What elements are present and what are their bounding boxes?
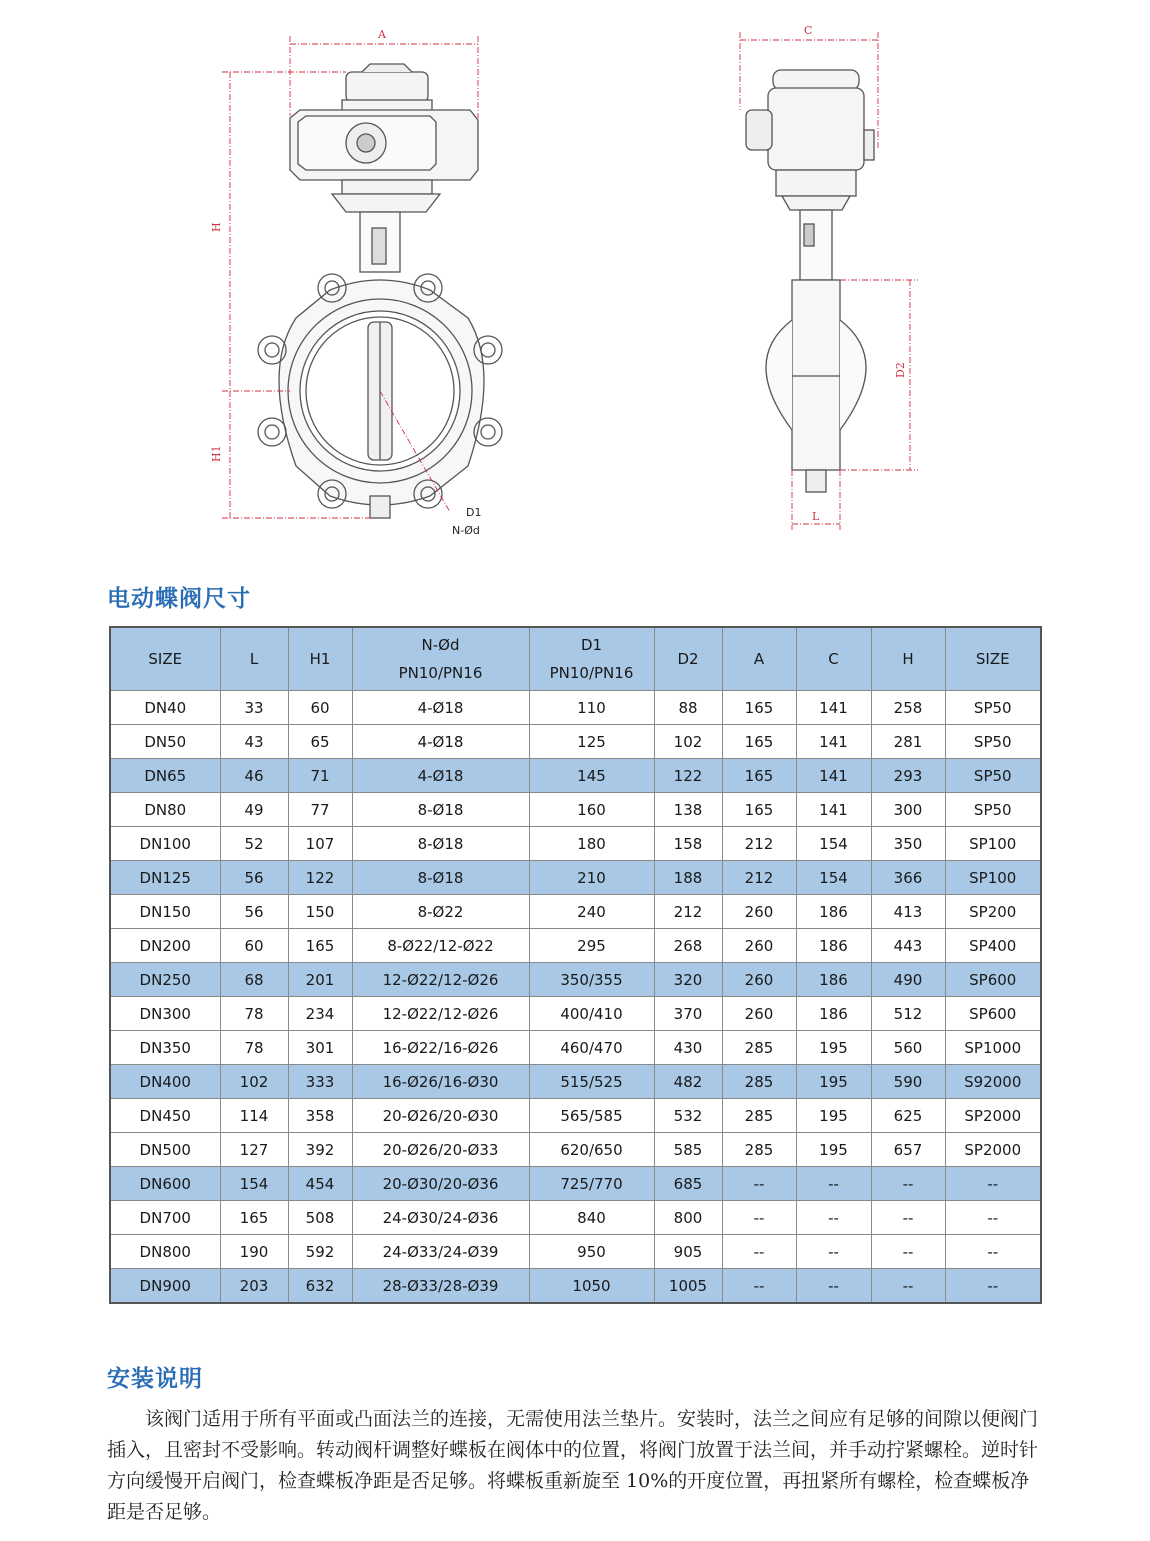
table-row: [110, 1167, 1041, 1201]
table-header-line: L: [249, 650, 259, 668]
table-cell: 24-Ø30/24-Ø36: [352, 1201, 529, 1235]
table-cell: 281: [871, 725, 945, 759]
table-cell: DN700: [110, 1201, 220, 1235]
table-cell: --: [871, 1235, 945, 1269]
table-cell: 800: [654, 1201, 722, 1235]
table-cell: --: [871, 1201, 945, 1235]
table-cell: 60: [288, 691, 352, 725]
table-cell: 127: [220, 1133, 288, 1167]
table-cell: --: [722, 1235, 796, 1269]
table-cell: 20-Ø26/20-Ø30: [352, 1099, 529, 1133]
table-cell: 8-Ø22/12-Ø22: [352, 929, 529, 963]
table-header-cell: [871, 627, 945, 691]
table-cell: 657: [871, 1133, 945, 1167]
table-cell: DN300: [110, 997, 220, 1031]
table-cell: 195: [796, 1065, 871, 1099]
table-cell: 88: [654, 691, 722, 725]
table-cell: 430: [654, 1031, 722, 1065]
table-cell: 49: [220, 793, 288, 827]
table-cell: 950: [529, 1235, 654, 1269]
table-header-line: N-Ød: [421, 636, 460, 654]
table-cell: SP600: [945, 963, 1041, 997]
table-cell: SP600: [945, 997, 1041, 1031]
table-cell: 78: [220, 997, 288, 1031]
table-cell: 508: [288, 1201, 352, 1235]
table-cell: --: [945, 1235, 1041, 1269]
table-cell: 141: [796, 725, 871, 759]
table-cell: 1050: [529, 1269, 654, 1304]
table-row: [110, 793, 1041, 827]
table-row: [110, 725, 1041, 759]
table-cell: DN600: [110, 1167, 220, 1201]
table-cell: 65: [288, 725, 352, 759]
table-cell: 725/770: [529, 1167, 654, 1201]
table-cell: 454: [288, 1167, 352, 1201]
table-cell: --: [945, 1201, 1041, 1235]
table-cell: 186: [796, 929, 871, 963]
table-cell: --: [945, 1167, 1041, 1201]
table-cell: --: [796, 1269, 871, 1304]
dimension-table: [109, 626, 1042, 1304]
table-cell: 107: [288, 827, 352, 861]
table-row: [110, 759, 1041, 793]
table-cell: 592: [288, 1235, 352, 1269]
table-cell: DN125: [110, 861, 220, 895]
table-cell: DN500: [110, 1133, 220, 1167]
table-header-line: H1: [309, 650, 331, 668]
table-cell: 1005: [654, 1269, 722, 1304]
table-cell: 165: [722, 691, 796, 725]
table-cell: 141: [796, 759, 871, 793]
table-cell: 532: [654, 1099, 722, 1133]
table-row: [110, 1099, 1041, 1133]
table-cell: 515/525: [529, 1065, 654, 1099]
table-cell: 905: [654, 1235, 722, 1269]
table-cell: 482: [654, 1065, 722, 1099]
table-cell: 78: [220, 1031, 288, 1065]
table-header-cell: [288, 627, 352, 691]
table-cell: 370: [654, 997, 722, 1031]
table-cell: 201: [288, 963, 352, 997]
table-cell: 625: [871, 1099, 945, 1133]
table-cell: 195: [796, 1099, 871, 1133]
table-cell: --: [796, 1235, 871, 1269]
table-cell: --: [871, 1269, 945, 1304]
table-cell: 46: [220, 759, 288, 793]
table-cell: 154: [796, 827, 871, 861]
table-header-line: PN10/PN16: [398, 664, 483, 682]
table-cell: DN200: [110, 929, 220, 963]
table-cell: 212: [722, 861, 796, 895]
table-cell: DN150: [110, 895, 220, 929]
table-cell: 180: [529, 827, 654, 861]
table-cell: 165: [288, 929, 352, 963]
table-cell: 4-Ø18: [352, 691, 529, 725]
table-row: [110, 1133, 1041, 1167]
table-cell: 138: [654, 793, 722, 827]
table-cell: 285: [722, 1031, 796, 1065]
table-cell: DN40: [110, 691, 220, 725]
table-cell: 333: [288, 1065, 352, 1099]
table-header-cell: [722, 627, 796, 691]
table-cell: SP50: [945, 725, 1041, 759]
table-header-cell: [352, 627, 529, 691]
table-cell: --: [796, 1201, 871, 1235]
table-header-cell: [110, 627, 220, 691]
table-cell: 77: [288, 793, 352, 827]
table-cell: 16-Ø26/16-Ø30: [352, 1065, 529, 1099]
table-cell: 160: [529, 793, 654, 827]
table-cell: 186: [796, 963, 871, 997]
table-cell: 620/650: [529, 1133, 654, 1167]
table-cell: 28-Ø33/28-Ø39: [352, 1269, 529, 1304]
table-row: [110, 1201, 1041, 1235]
table-cell: 210: [529, 861, 654, 895]
table-row: [110, 963, 1041, 997]
table-header-cell: [529, 627, 654, 691]
table-cell: DN900: [110, 1269, 220, 1304]
table-cell: SP2000: [945, 1099, 1041, 1133]
table-cell: 8-Ø18: [352, 861, 529, 895]
table-cell: 301: [288, 1031, 352, 1065]
table-cell: DN50: [110, 725, 220, 759]
table-row: [110, 1235, 1041, 1269]
table-row: [110, 895, 1041, 929]
table-cell: SP50: [945, 691, 1041, 725]
table-cell: 16-Ø22/16-Ø26: [352, 1031, 529, 1065]
table-cell: 24-Ø33/24-Ø39: [352, 1235, 529, 1269]
table-cell: 212: [654, 895, 722, 929]
table-cell: 56: [220, 861, 288, 895]
table-cell: 195: [796, 1031, 871, 1065]
table-header-line: C: [828, 650, 839, 668]
table-header-cell: [220, 627, 288, 691]
table-cell: 12-Ø22/12-Ø26: [352, 997, 529, 1031]
dim-d2-label: D2: [894, 362, 907, 378]
install-description: [107, 1404, 1047, 1528]
table-header-line: SIZE: [975, 650, 1010, 668]
table-cell: 102: [654, 725, 722, 759]
table-cell: 33: [220, 691, 288, 725]
table-cell: 350: [871, 827, 945, 861]
table-cell: DN800: [110, 1235, 220, 1269]
table-cell: 560: [871, 1031, 945, 1065]
table-cell: 158: [654, 827, 722, 861]
table-cell: 320: [654, 963, 722, 997]
table-cell: 268: [654, 929, 722, 963]
table-cell: SP200: [945, 895, 1041, 929]
table-cell: --: [722, 1201, 796, 1235]
table-cell: 56: [220, 895, 288, 929]
table-cell: SP2000: [945, 1133, 1041, 1167]
table-cell: 145: [529, 759, 654, 793]
table-cell: 68: [220, 963, 288, 997]
table-cell: 12-Ø22/12-Ø26: [352, 963, 529, 997]
table-cell: 590: [871, 1065, 945, 1099]
table-cell: 71: [288, 759, 352, 793]
table-cell: 392: [288, 1133, 352, 1167]
section-title-install: 安装说明: [107, 1366, 203, 1392]
table-cell: SP1000: [945, 1031, 1041, 1065]
table-header-cell: [945, 627, 1041, 691]
table-cell: 260: [722, 963, 796, 997]
table-cell: 358: [288, 1099, 352, 1133]
table-cell: --: [722, 1269, 796, 1304]
table-cell: 512: [871, 997, 945, 1031]
dim-c-label: C: [804, 24, 813, 37]
table-cell: 43: [220, 725, 288, 759]
table-cell: 260: [722, 929, 796, 963]
table-row: [110, 1269, 1041, 1304]
table-cell: SP50: [945, 759, 1041, 793]
table-header-line: PN10/PN16: [549, 664, 634, 682]
dim-d1-label: D1: [466, 506, 482, 519]
table-cell: DN450: [110, 1099, 220, 1133]
table-cell: 186: [796, 895, 871, 929]
table-cell: 165: [722, 725, 796, 759]
dim-l-label: L: [812, 510, 820, 523]
table-cell: 632: [288, 1269, 352, 1304]
table-cell: 4-Ø18: [352, 725, 529, 759]
table-cell: DN250: [110, 963, 220, 997]
table-cell: 188: [654, 861, 722, 895]
table-cell: 565/585: [529, 1099, 654, 1133]
table-cell: 8-Ø22: [352, 895, 529, 929]
table-cell: DN400: [110, 1065, 220, 1099]
table-cell: 840: [529, 1201, 654, 1235]
table-cell: 165: [722, 759, 796, 793]
table-cell: 141: [796, 793, 871, 827]
table-cell: 8-Ø18: [352, 827, 529, 861]
table-cell: S92000: [945, 1065, 1041, 1099]
table-cell: 685: [654, 1167, 722, 1201]
table-cell: 122: [654, 759, 722, 793]
table-cell: DN100: [110, 827, 220, 861]
table-cell: 190: [220, 1235, 288, 1269]
install-paragraph: 该阀门适用于所有平面或凸面法兰的连接，无需使用法兰垫片。安装时，法兰之间应有足够的间隙以便阀门插入，且密封不受影响。转动阀杆调整好蝶板在阀体中的位置，将阀门放置于法兰间，并手动拧紧螺栓。逆时针方向缓慢开启阀门，检查蝶板净距是否足够。将蝶板重新旋至 10%的开度位置，再扭紧所有螺栓，检查蝶板净距是否足够。: [107, 1408, 1039, 1523]
table-cell: 258: [871, 691, 945, 725]
table-cell: DN65: [110, 759, 220, 793]
table-cell: 285: [722, 1099, 796, 1133]
table-cell: 52: [220, 827, 288, 861]
table-cell: 122: [288, 861, 352, 895]
table-body: [110, 691, 1041, 1304]
table-cell: 490: [871, 963, 945, 997]
table-cell: 195: [796, 1133, 871, 1167]
table-cell: SP100: [945, 827, 1041, 861]
table-row: [110, 1065, 1041, 1099]
table-row: [110, 691, 1041, 725]
table-cell: 212: [722, 827, 796, 861]
table-header-line: SIZE: [148, 650, 183, 668]
table-header-cell: [654, 627, 722, 691]
dim-h1-label: H1: [210, 445, 223, 462]
table-cell: 20-Ø26/20-Ø33: [352, 1133, 529, 1167]
table-header-line: D2: [677, 650, 699, 668]
table-cell: 165: [722, 793, 796, 827]
table-cell: 102: [220, 1065, 288, 1099]
dim-nd-label: N-Ød: [452, 524, 480, 537]
table-cell: 285: [722, 1065, 796, 1099]
table-header-cell: [796, 627, 871, 691]
table-header-row: [110, 627, 1041, 691]
table-row: [110, 1031, 1041, 1065]
valve-drawing: [0, 0, 1150, 560]
table-cell: 125: [529, 725, 654, 759]
table-cell: SP400: [945, 929, 1041, 963]
table-row: [110, 997, 1041, 1031]
table-cell: 141: [796, 691, 871, 725]
table-cell: 240: [529, 895, 654, 929]
table-cell: 300: [871, 793, 945, 827]
table-cell: 293: [871, 759, 945, 793]
table-cell: SP50: [945, 793, 1041, 827]
table-cell: 165: [220, 1201, 288, 1235]
table-cell: 400/410: [529, 997, 654, 1031]
table-cell: 443: [871, 929, 945, 963]
table-header-line: D1: [580, 636, 603, 654]
table-cell: DN80: [110, 793, 220, 827]
table-row: [110, 861, 1041, 895]
table-cell: 260: [722, 895, 796, 929]
table-cell: --: [945, 1269, 1041, 1304]
table-cell: 60: [220, 929, 288, 963]
table-cell: 350/355: [529, 963, 654, 997]
table-cell: 186: [796, 997, 871, 1031]
table-cell: 234: [288, 997, 352, 1031]
table-cell: 4-Ø18: [352, 759, 529, 793]
table-cell: 460/470: [529, 1031, 654, 1065]
table-cell: --: [722, 1167, 796, 1201]
table-cell: 110: [529, 691, 654, 725]
dim-h-label: H: [210, 222, 223, 232]
valve-drawing-svg: [0, 0, 1150, 560]
table-cell: 585: [654, 1133, 722, 1167]
table-cell: 413: [871, 895, 945, 929]
table-row: [110, 827, 1041, 861]
table-cell: 114: [220, 1099, 288, 1133]
table-header-line: H: [902, 650, 914, 668]
table-cell: --: [796, 1167, 871, 1201]
table-cell: 150: [288, 895, 352, 929]
table-cell: 154: [796, 861, 871, 895]
table-cell: 260: [722, 997, 796, 1031]
table-cell: 366: [871, 861, 945, 895]
table-cell: 154: [220, 1167, 288, 1201]
dim-a-label: A: [378, 28, 386, 41]
table-cell: --: [871, 1167, 945, 1201]
table-cell: SP100: [945, 861, 1041, 895]
table-cell: DN350: [110, 1031, 220, 1065]
table-row: [110, 929, 1041, 963]
table-cell: 203: [220, 1269, 288, 1304]
section-title-dimensions: 电动蝶阀尺寸: [107, 586, 251, 612]
table-cell: 20-Ø30/20-Ø36: [352, 1167, 529, 1201]
table-cell: 8-Ø18: [352, 793, 529, 827]
table-cell: 295: [529, 929, 654, 963]
table-header-line: A: [753, 650, 765, 668]
table-cell: 285: [722, 1133, 796, 1167]
